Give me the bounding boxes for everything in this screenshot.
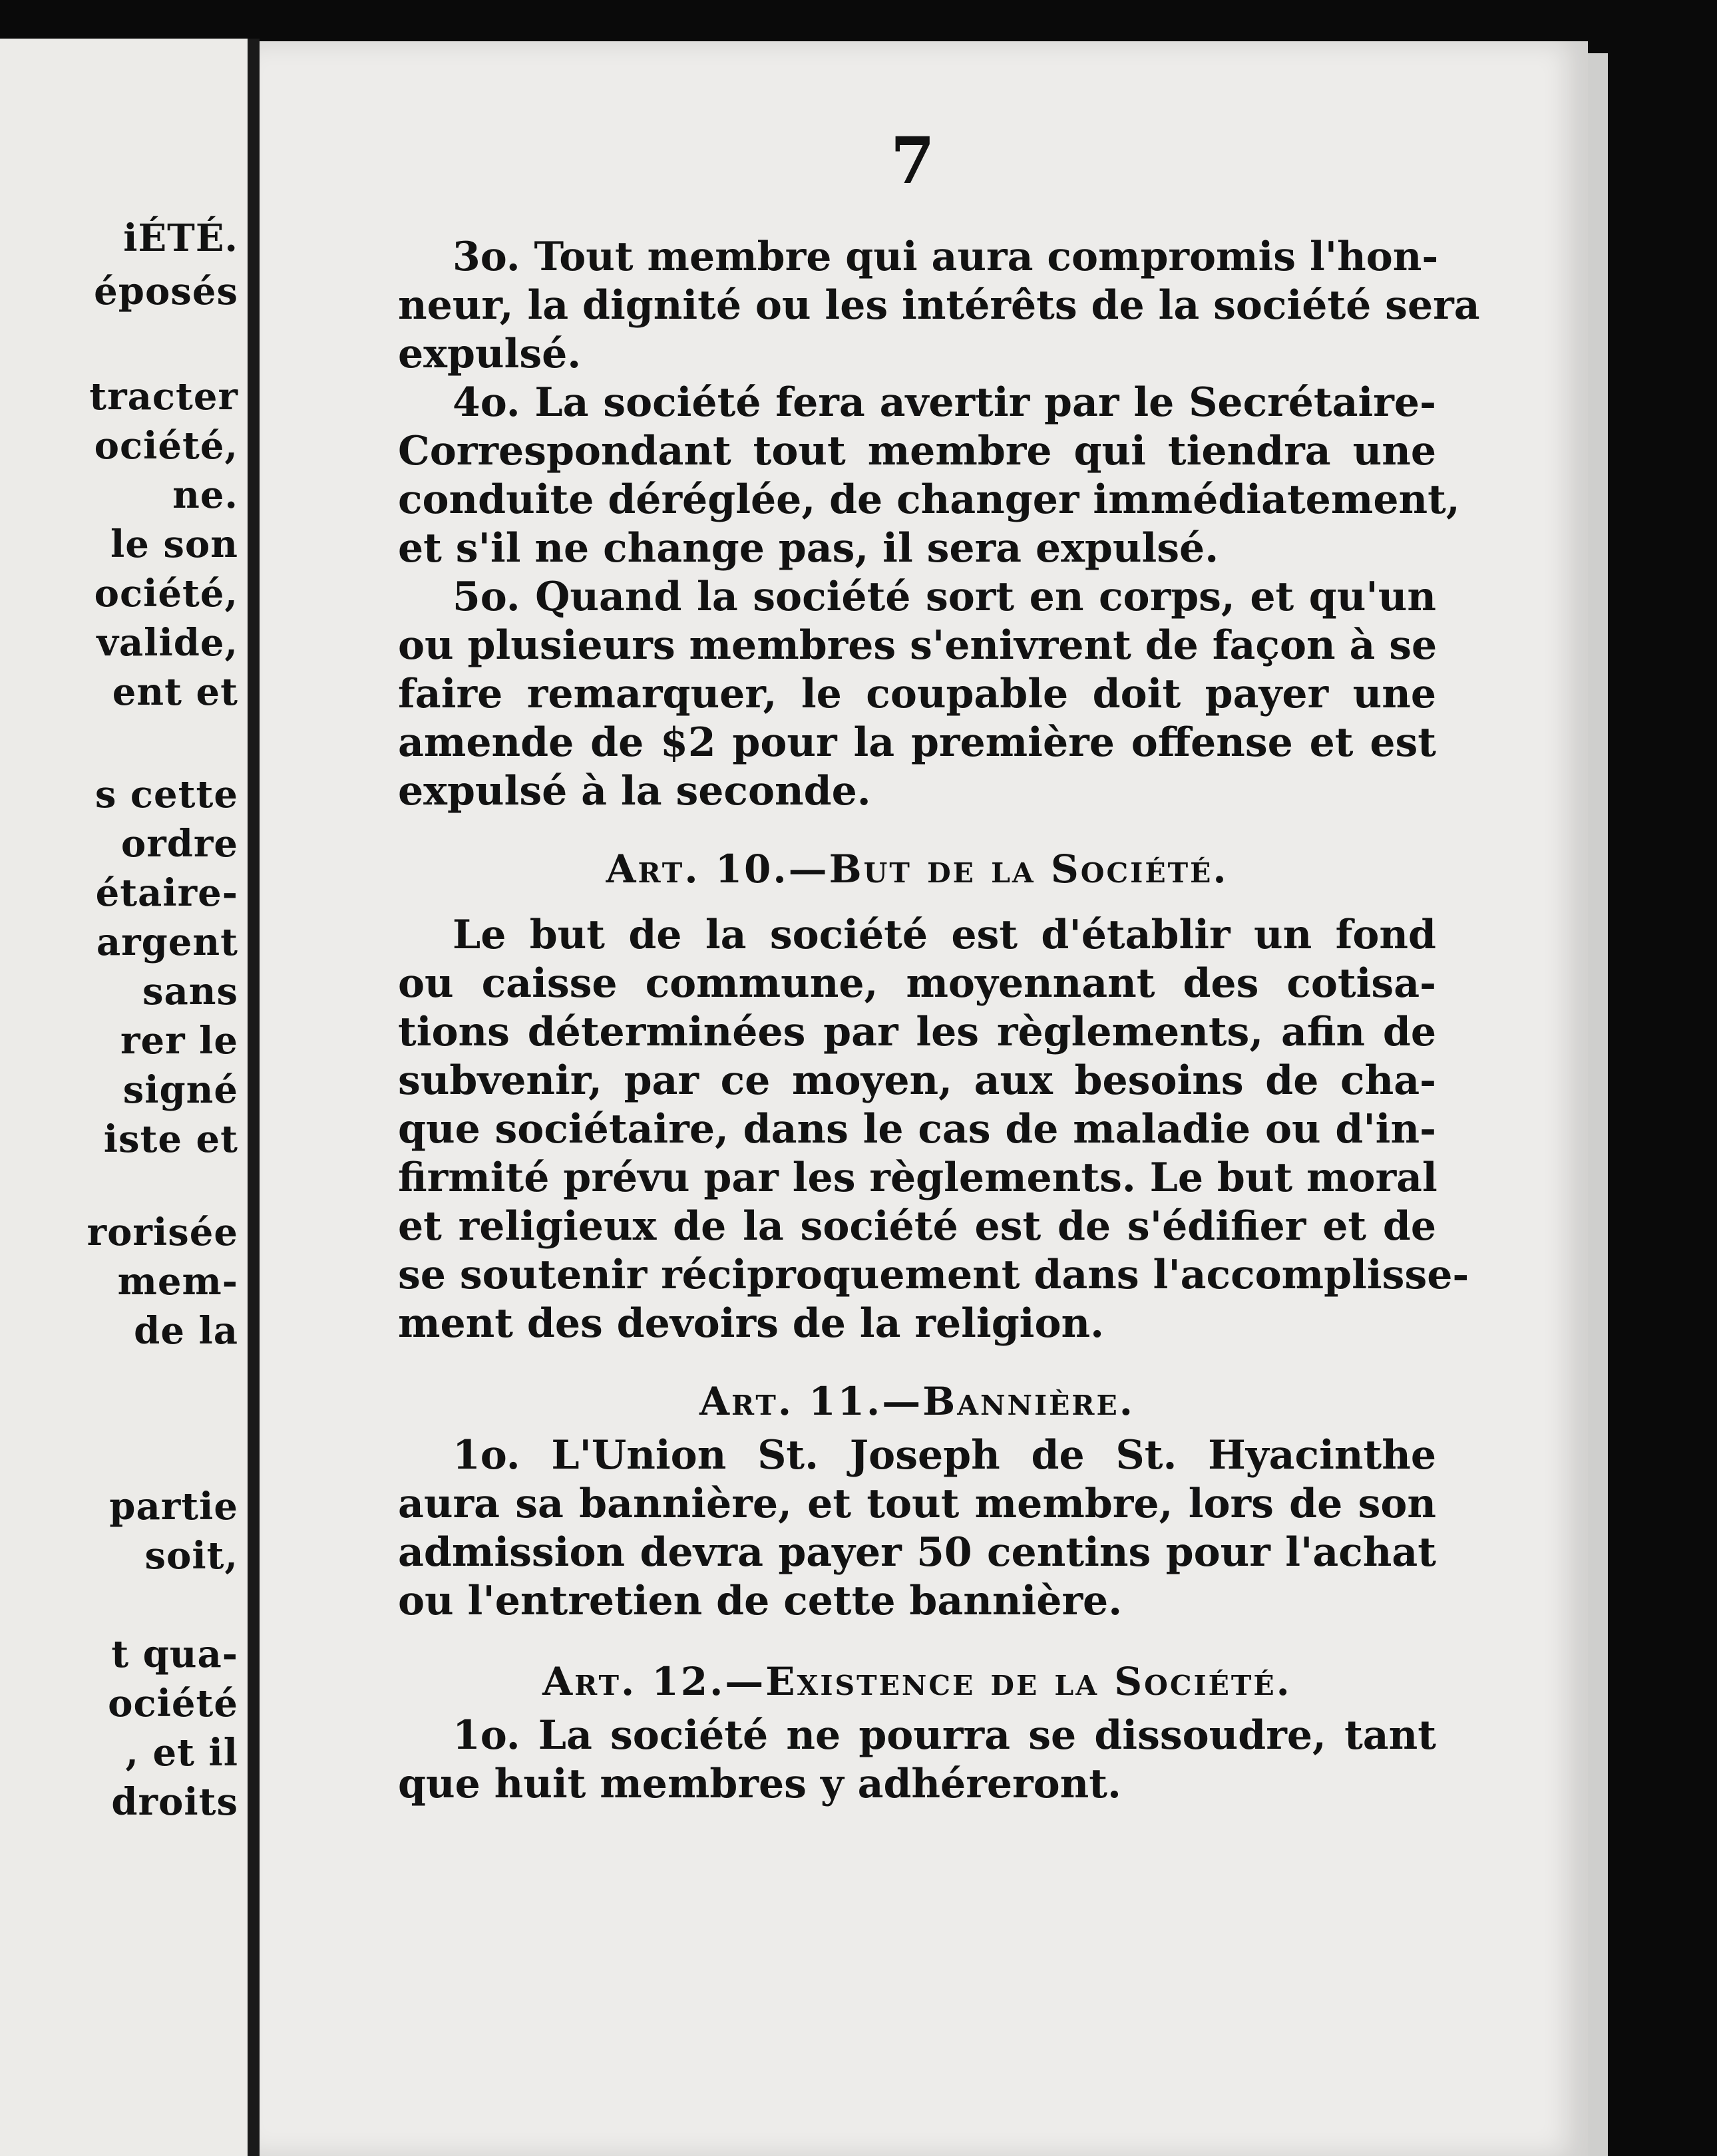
paragraph-5o-line: faire remarquer, le coupable doit payer une — [398, 671, 1436, 717]
left-page — [0, 39, 248, 2156]
left-page-line: soit, — [144, 1534, 238, 1578]
paragraph-5o-line: expulsé à la seconde. — [398, 768, 871, 814]
article-10-line: subvenir, par ce moyen, aux besoins de cha- — [398, 1057, 1436, 1104]
paragraph-4o-line: 4o. La société fera avertir par le Secrétaire- — [453, 379, 1436, 426]
article-12-line: que huit membres y adhéreront. — [398, 1761, 1121, 1807]
article-10-line: et religieux de la société est de s'édifier et de — [398, 1203, 1436, 1250]
left-page-line: iste et — [103, 1117, 238, 1161]
article-11-line: aura sa bannière, et tout membre, lors de son — [398, 1481, 1436, 1527]
article-11-body — [398, 1431, 1436, 1626]
left-page-line: de la — [134, 1309, 238, 1353]
left-page-line: partie — [109, 1485, 238, 1528]
left-page-line: , et il — [125, 1731, 238, 1775]
left-page-line: t qua- — [111, 1632, 238, 1676]
page-edge — [1588, 53, 1608, 2156]
article-11-line: 1o. L'Union St. Joseph de St. Hyacinthe — [453, 1432, 1436, 1479]
paragraph-4o — [398, 379, 1460, 573]
left-page-line: ent et — [112, 670, 238, 714]
book-gutter — [248, 39, 260, 2156]
left-page-line: tracter — [89, 375, 238, 419]
left-page-line: ne. — [172, 473, 238, 517]
paragraph-3o-line: expulsé. — [398, 331, 582, 377]
left-page-line: mem- — [117, 1260, 238, 1304]
left-page-line: argent — [96, 920, 238, 964]
article-10-line: ment des devoirs de la religion. — [398, 1300, 1104, 1347]
article-10-heading: Art. 10.—But de la Société. — [606, 846, 1229, 892]
article-10-line: ou caisse commune, moyennant des cotisa- — [398, 960, 1436, 1007]
left-page-line: ociété, — [94, 424, 238, 468]
left-page-line: rer le — [120, 1019, 238, 1063]
left-page-line: ordre — [120, 822, 238, 866]
left-page-line: étaire- — [95, 871, 238, 915]
article-12-heading: Art. 12.—Existence de la Société. — [542, 1659, 1292, 1704]
paragraph-4o-line: et s'il ne change pas, il sera expulsé. — [398, 525, 1219, 572]
left-page-line: ociété, — [94, 572, 238, 616]
left-page-line: s cette — [95, 773, 238, 816]
article-11-line: ou l'entretien de cette bannière. — [398, 1578, 1123, 1624]
article-11-line: admission devra payer 50 centins pour l'achat — [398, 1529, 1436, 1576]
article-10-line: firmité prévu par les règlements. Le but moral — [398, 1155, 1437, 1201]
article-10-line: se soutenir réciproquement dans l'accomplisse- — [398, 1252, 1469, 1298]
paragraph-5o-line: amende de $2 pour la première offense et est — [398, 719, 1436, 766]
left-page-line: signé — [122, 1068, 238, 1112]
paragraph-5o-line: ou plusieurs membres s'enivrent de façon à se — [398, 622, 1437, 669]
article-10-line: Le but de la société est d'établir un fond — [453, 912, 1436, 958]
paragraph-3o — [398, 233, 1480, 379]
paragraph-3o-line: neur, la dignité ou les intérêts de la société sera — [398, 282, 1480, 329]
paragraph-5o — [398, 573, 1436, 816]
left-page-line: éposés — [94, 270, 238, 313]
left-page-line: iÉTÉ. — [123, 216, 238, 260]
paragraph-5o-line: 5o. Quand la société sort en corps, et qu'un — [453, 574, 1436, 620]
paragraph-3o-line: 3o. Tout membre qui aura compromis l'hon- — [453, 234, 1439, 280]
left-page-line: droits — [111, 1780, 238, 1824]
page-body — [398, 233, 1480, 1809]
paragraph-4o-line: conduite déréglée, de changer immédiatement, — [398, 476, 1460, 523]
article-12-line: 1o. La société ne pourra se dissoudre, tant — [453, 1712, 1436, 1759]
left-page-line: valide, — [96, 621, 238, 665]
paragraph-4o-line: Correspondant tout membre qui tiendra une — [398, 428, 1436, 474]
article-10-body — [398, 911, 1469, 1348]
article-12-body — [398, 1711, 1436, 1809]
article-10-line: que sociétaire, dans le cas de maladie ou d'in- — [398, 1106, 1436, 1153]
left-page-line: rorisée — [87, 1210, 238, 1254]
page-number: 7 — [890, 123, 935, 198]
left-page-line: ociété — [108, 1682, 238, 1725]
article-11-heading: Art. 11.—Bannière. — [699, 1379, 1135, 1424]
article-10-line: tions déterminées par les règlements, afin de — [398, 1009, 1436, 1055]
left-page-line: le son — [110, 522, 238, 566]
left-page-line: sans — [142, 970, 238, 1013]
